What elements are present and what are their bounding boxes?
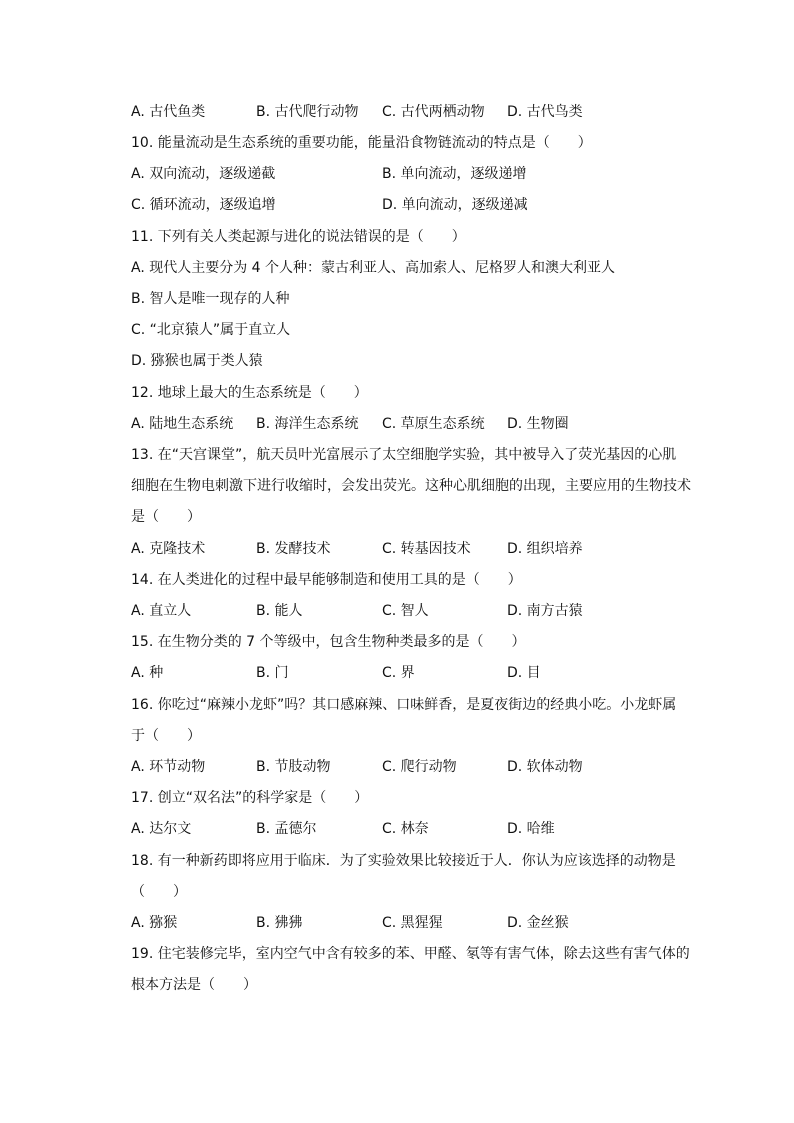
answer-option: B. 海洋生态系统: [256, 416, 359, 432]
text-line: 14. 在人类进化的过程中最早能够制造和使用工具的是（ ）: [131, 572, 522, 588]
answer-option: B. 发酵技术: [256, 541, 331, 557]
answer-option: C. 转基因技术: [382, 541, 471, 557]
text-line: 13. 在“天宫课堂”，航天员叶光富展示了太空细胞学实验，其中被导入了荧光基因的心肌: [131, 447, 677, 463]
answer-option: D. 单向流动，逐级递减: [382, 197, 528, 213]
text-line: （ ）: [131, 884, 187, 900]
text-line: 根本方法是（ ）: [131, 977, 257, 993]
answer-option: D. 哈维: [507, 821, 555, 837]
answer-option: C. 古代两栖动物: [382, 104, 485, 120]
answer-option: A. 环节动物: [131, 759, 206, 775]
answer-option: C. 黑猩猩: [382, 915, 443, 931]
answer-option: A. 达尔文: [131, 821, 192, 837]
answer-option: C. 草原生态系统: [382, 416, 485, 432]
text-line: 15. 在生物分类的 7 个等级中，包含生物种类最多的是（ ）: [131, 634, 526, 650]
answer-option: A. 种: [131, 665, 164, 681]
answer-option: B. 孟德尔: [256, 821, 317, 837]
answer-option: D. 组织培养: [507, 541, 583, 557]
answer-option: B. 节肢动物: [256, 759, 331, 775]
answer-option: C. 循环流动，逐级追增: [131, 197, 276, 213]
answer-option: B. 能人: [256, 603, 303, 619]
text-line: 12. 地球上最大的生态系统是（ ）: [131, 385, 368, 401]
answer-option: B. 古代爬行动物: [256, 104, 359, 120]
answer-option: D. 目: [507, 665, 541, 681]
answer-option: A. 陆地生态系统: [131, 416, 234, 432]
text-line: 10. 能量流动是生态系统的重要功能，能量沿食物链流动的特点是（ ）: [131, 135, 592, 151]
text-line: D. 猕猴也属于类人猿: [131, 353, 263, 369]
answer-option: A. 双向流动，逐级递截: [131, 166, 276, 182]
answer-option: A. 克隆技术: [131, 541, 206, 557]
text-line: B. 智人是唯一现存的人种: [131, 291, 290, 307]
answer-option: C. 林奈: [382, 821, 429, 837]
text-line: 16. 你吃过“麻辣小龙虾”吗？其口感麻辣、口味鲜香，是夏夜街边的经典小吃。小龙虾属: [131, 697, 677, 713]
text-line: 18. 有一种新药即将应用于临床．为了实验效果比较接近于人．你认为应该选择的动物是: [131, 853, 676, 869]
text-line: 细胞在生物电刺激下进行收缩时，会发出荧光。这种心肌细胞的出现，主要应用的生物技术: [131, 478, 691, 494]
answer-option: B. 狒狒: [256, 915, 303, 931]
answer-option: B. 单向流动，逐级递增: [382, 166, 527, 182]
text-line: A. 现代人主要分为 4 个人种：蒙古利亚人、高加索人、尼格罗人和澳大利亚人: [131, 260, 616, 276]
answer-option: D. 生物圈: [507, 416, 569, 432]
answer-option: C. 界: [382, 665, 415, 681]
text-line: 11. 下列有关人类起源与进化的说法错误的是（ ）: [131, 229, 466, 245]
text-line: C. “北京猿人”属于直立人: [131, 322, 291, 338]
text-line: 19. 住宅装修完毕，室内空气中含有较多的苯、甲醛、氡等有害气体，除去这些有害气体的: [131, 946, 690, 962]
answer-option: C. 爬行动物: [382, 759, 457, 775]
answer-option: D. 金丝猴: [507, 915, 569, 931]
text-line: 于（ ）: [131, 728, 201, 744]
answer-option: A. 直立人: [131, 603, 192, 619]
answer-option: A. 古代鱼类: [131, 104, 206, 120]
answer-option: D. 古代鸟类: [507, 104, 583, 120]
text-line: 17. 创立“双名法”的科学家是（ ）: [131, 790, 369, 806]
text-line: 是（ ）: [131, 509, 201, 525]
answer-option: D. 软体动物: [507, 759, 583, 775]
answer-option: B. 门: [256, 665, 289, 681]
answer-option: C. 智人: [382, 603, 429, 619]
answer-option: A. 猕猴: [131, 915, 178, 931]
answer-option: D. 南方古猿: [507, 603, 583, 619]
